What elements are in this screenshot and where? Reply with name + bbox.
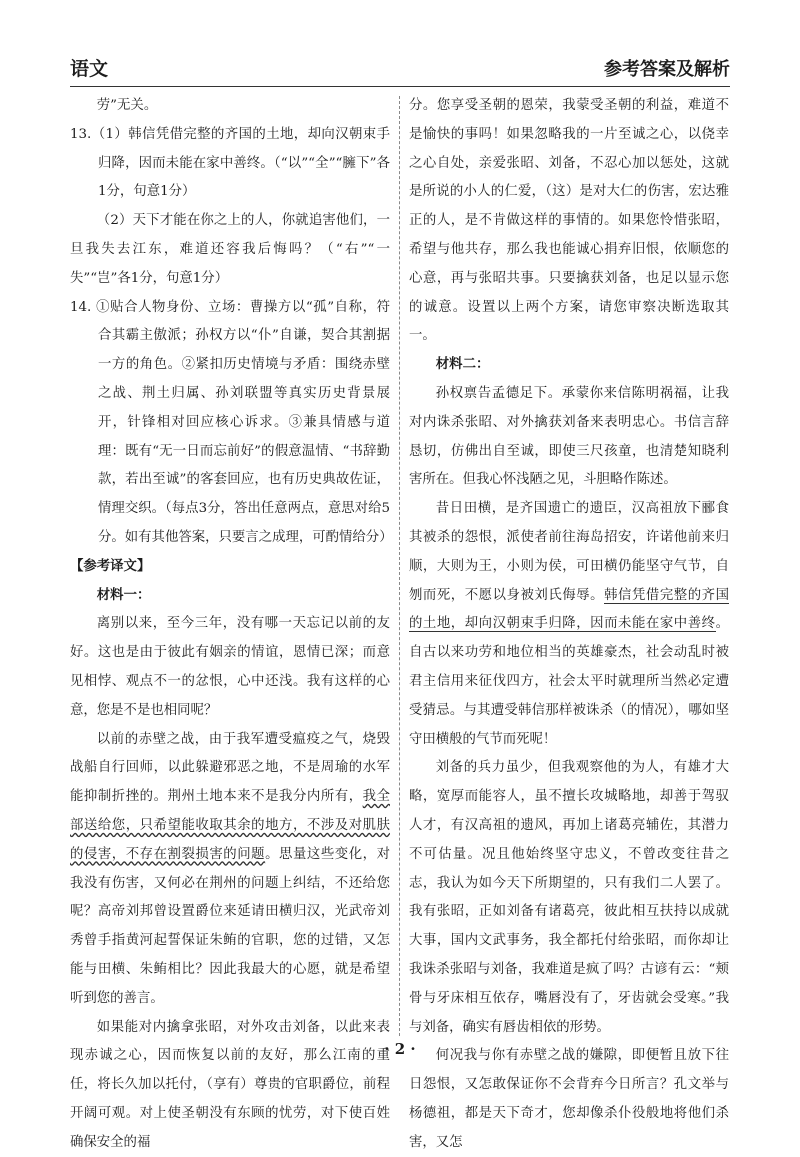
material-2-paragraph-2 (409, 495, 729, 754)
page-number: · 2 · (0, 1040, 800, 1058)
continued-text: 劳”无关。 (70, 92, 390, 121)
underlined-answer: 韩信凭借完整的齐国的土地，却向汉朝束手归降，因而未能在家中善终 (409, 588, 729, 633)
paragraph-text: 昔日田横，是齐国遗亡的遗臣，汉高祖放下郦食其被杀的怨恨，派使者前往海岛招安，许诺他前来归顺，大则为王，小则为侯，可田横仍能坚守气节，自刎而死，不愿以身被刘氏侮辱。 (409, 501, 729, 602)
answer-13-part-1: 13.（1）韩信凭借完整的齐国的土地，却向汉朝束手归降，因而未能在家中善终。（“以”“全”“臃下”各1分，句意1分） (70, 121, 390, 207)
subject-label: 语文 (70, 54, 108, 86)
material-1-paragraph-3: 如果能对内擒拿张昭，对外攻击刘备，以此来表现赤诚之心，因而恢复以前的友好，那么江南的重任，将长久加以托付，（享有）尊贵的官职爵位，前程开阔可观。对上使圣朝没有东顾的忧劳，对下使百姓确保安全的福 (70, 1014, 390, 1157)
paragraph-text: 。思量这些变化，对我没有伤害，又何必在荆州的问题上纠结，不还给您呢？高帝刘邦曾设置爵位来延请田横归汉，光武帝刘秀曾手指黄河起誓保证朱鲔的官职，您的过错，又怎能与田横、朱鲔相比？因此我最大的心愿，就是希望听到您的善言。 (70, 847, 390, 1006)
continued-text: 分。您享受圣朝的恩荣，我蒙受圣朝的利益，难道不是愉快的事吗！如果忽略我的一片至诚之心，以侥幸之心自处，亲爱张昭、刘备，不忍心加以惩处，这就是所说的小人的仁爱，（这）是对大仁的伤害，宏达雅正的人，是不肯做这样的事情的。如果您怜惜张昭，希望与他共存，那么我也能诚心捐弃旧恨，依顺您的心意，再与张昭共事。只要擒获刘备，也足以显示您的诚意。设置以上两个方案，请您审察决断选取其一。 (409, 92, 729, 351)
paragraph-text: 以前的赤壁之战，由于我军遭受瘟疫之气，烧毁战船自行回师，以此躲避邪恶之地，不是周瑜的水军能抑制折挫的。荆州土地本来不是我分内所有， (70, 732, 390, 805)
page-header (70, 52, 730, 87)
material-2-paragraph-4: 何况我与你有赤壁之战的嫌隙，即便暂且放下往日怨恨，又怎敢保证你不会背弃今日所言？孔文举与杨德祖，都是天下奇才，您却像杀仆役般地将他们杀害，又怎 (409, 1042, 729, 1157)
material-2-paragraph-3: 刘备的兵力虽少，但我观察他的为人，有雄才大略，宽厚而能容人，虽不擅长攻城略地，却善于驾驭人才，有汉高祖的遗风，再加上诸葛亮辅佐，其潜力不可估量。况且他始终坚守忠义，不曾改变往昔之志，我认为如今天下所期望的，只有我们二人罢了。我有张昭，正如刘备有诸葛亮，彼此相互扶持以成就大事，国内文武事务，我全都托付给张昭，而你却让我诛杀张昭与刘备，我难道是疯了吗？古谚有云：“颊骨与牙床相互依存，嘴唇没有了，牙齿就会受寒。”我与刘备，确实有唇齿相依的形势。 (409, 754, 729, 1042)
section-title: 参考答案及解析 (604, 55, 730, 86)
right-column (409, 92, 729, 1157)
column-divider (399, 96, 400, 1036)
wavy-underlined-answer: 我全部送给您，只希望能收取其余的地方，不涉及对肌肤的侵害，不存在割裂损害的问题 (70, 789, 390, 862)
material-2-paragraph-1: 孙权禀告孟德足下。承蒙你来信陈明祸福，让我对内诛杀张昭、对外擒获刘备来表明忠心。书信言辞恳切，仿佛出自至诚，即使三尺孩童，也清楚知晓利害所在。但我心怀浅陋之见，斗胆略作陈述。 (409, 380, 729, 495)
material-1-paragraph-1: 离别以来，至今三年，没有哪一天忘记以前的友好。这也是由于彼此有姻亲的情谊，恩情已深；而意见相悖、观点不一的忿恨，心中还浅。我有这样的心意，您是不是也相同呢？ (70, 610, 390, 725)
material-1-heading: 材料一： (70, 582, 390, 611)
material-1-paragraph-2 (70, 726, 390, 1014)
left-column (70, 92, 390, 1157)
material-2-heading: 材料二： (409, 351, 729, 380)
reference-translation-heading: 【参考译文】 (70, 553, 390, 582)
answer-13-part-2: （2）天下才能在你之上的人，你就追害他们，一旦我失去江东，难道还容我后悔吗？（“右”“一失”“岂”各1分，句意1分） (70, 207, 390, 293)
paragraph-text: 。自古以来功劳和地位相当的英雄豪杰，社会动乱时被君主信用来征伐四方，社会太平时就理所当然必定遭受猜忌。与其遭受韩信那样被诛杀（的情况），哪如坚守田横般的气节而死呢！ (409, 616, 729, 746)
answer-14: 14. ①贴合人物身份、立场：曹操方以“孤”自称，符合其霸主傲派；孙权方以“仆”自谦，契合其割据一方的角色。②紧扣历史情境与矛盾：围绕赤壁之战、荆土归属、孙刘联盟等真实历史背景展开，针锋相对回应核心诉求。③兼具情感与道理：既有“无一日而忘前好”的假意温情、“书辞勤款，若出至诚”的客套回应，也有历史典故佐证，情理交织。（每点3分，答出任意两点，意思对给5分。如有其他答案，只要言之成理，可酌情给分） (70, 294, 390, 553)
